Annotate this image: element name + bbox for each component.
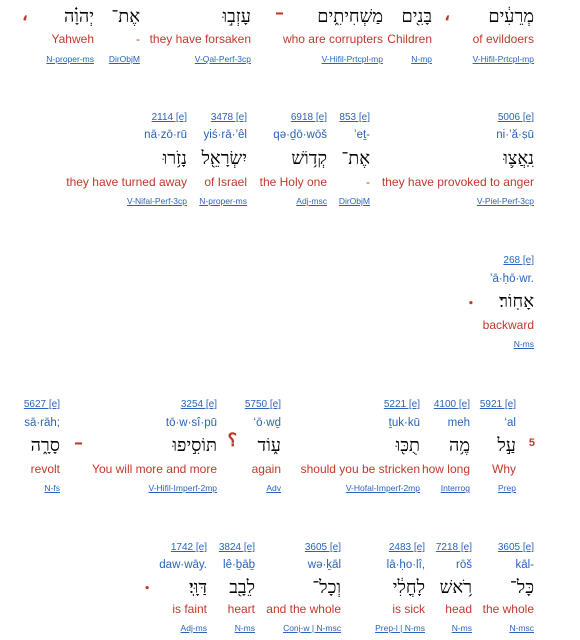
- punctuation-mark: .: [467, 288, 474, 309]
- verse-number[interactable]: 5: [528, 437, 535, 449]
- hebrew-word[interactable]: דַּוָּֽי׃: [189, 577, 207, 598]
- interlinear-row-5: [0, 540, 580, 640]
- hebrew-word[interactable]: אָחֽוֹר׃: [499, 291, 534, 312]
- hebrew-word[interactable]: ע֑וֹד: [257, 435, 281, 456]
- hebrew-word[interactable]: מַשְׁחִיתִ֑ים: [317, 6, 383, 27]
- hebrew-word[interactable]: לָחֳלִ֔י: [392, 577, 425, 598]
- punctuation-mark: .: [144, 573, 151, 594]
- transliteration: ni·’ă·ṣū: [496, 129, 534, 141]
- english-gloss: again: [251, 462, 281, 476]
- morphology-tag[interactable]: N-proper-ms: [46, 54, 94, 64]
- morphology-tag[interactable]: N-ms: [451, 623, 472, 633]
- strongs-number[interactable]: 853 [e]: [339, 112, 370, 123]
- morphology-tag[interactable]: V-Hifil-Prtcpl-mp: [472, 54, 534, 64]
- english-gloss: of Israel: [204, 175, 247, 189]
- english-gloss: the Holy one: [259, 175, 327, 189]
- english-gloss: is faint: [172, 602, 207, 616]
- strongs-number[interactable]: 1742 [e]: [170, 542, 207, 553]
- hebrew-word[interactable]: עַ֣ל: [497, 435, 516, 456]
- english-gloss: of evildoers: [472, 32, 534, 46]
- strongs-number[interactable]: 2114 [e]: [151, 112, 187, 123]
- strongs-number[interactable]: 3824 [e]: [218, 542, 255, 553]
- english-gloss: Yahweh: [51, 32, 94, 46]
- hebrew-word[interactable]: תֻכּ֖וּ: [395, 435, 420, 456]
- morphology-tag[interactable]: DirObjM: [338, 196, 370, 206]
- english-gloss: revolt: [30, 462, 60, 476]
- morphology-tag[interactable]: Adj-ms: [180, 623, 207, 633]
- hebrew-word[interactable]: מֶ֥ה: [448, 435, 470, 456]
- punctuation-mark: –: [74, 432, 83, 453]
- transliteration: kāl-: [515, 559, 534, 571]
- transliteration: ‘ō·wḏ: [253, 417, 281, 429]
- morphology-tag[interactable]: N-msc: [509, 623, 534, 633]
- english-gloss: You will more and more: [92, 462, 217, 476]
- hebrew-word[interactable]: נִֽאֲצ֛וּ: [503, 148, 534, 169]
- hebrew-word[interactable]: וְכָל־: [312, 577, 341, 598]
- morphology-tag[interactable]: Interrog: [440, 483, 470, 493]
- english-gloss: and the whole: [266, 602, 341, 616]
- hebrew-word[interactable]: רֹ֥אשׁ: [439, 577, 472, 598]
- strongs-number[interactable]: 268 [e]: [503, 255, 534, 266]
- english-gloss: -: [366, 175, 370, 189]
- strongs-number[interactable]: 3478 [e]: [210, 112, 247, 123]
- hebrew-word[interactable]: אֶת־: [111, 6, 140, 27]
- transliteration: ’ā·ḥō·wr.: [489, 273, 534, 285]
- morphology-tag[interactable]: DirObjM: [108, 54, 140, 64]
- hebrew-word[interactable]: נָזֹ֥רוּ: [162, 148, 187, 169]
- morphology-tag[interactable]: N-fs: [44, 483, 60, 493]
- transliteration: lā·ḥo·lî,: [386, 559, 425, 571]
- hebrew-word[interactable]: לֵבָ֖ב: [229, 577, 255, 598]
- morphology-tag[interactable]: N-ms: [513, 339, 534, 349]
- strongs-number[interactable]: 7218 [e]: [435, 542, 472, 553]
- hebrew-word[interactable]: סָרָ֑ה: [30, 435, 60, 456]
- morphology-tag[interactable]: Prep: [498, 483, 516, 493]
- morphology-tag[interactable]: V-Hifil-Imperf-2mp: [148, 483, 217, 493]
- transliteration: rōš: [456, 559, 472, 571]
- english-gloss: is sick: [392, 602, 425, 616]
- interlinear-row-3: [0, 253, 580, 353]
- strongs-number[interactable]: 2483 [e]: [388, 542, 425, 553]
- morphology-tag[interactable]: V-Piel-Perf-3cp: [476, 196, 534, 206]
- morphology-tag[interactable]: V-Hofal-Imperf-2mp: [345, 483, 420, 493]
- transliteration: lê·ḇāḇ: [223, 559, 255, 571]
- strongs-number[interactable]: 5921 [e]: [479, 399, 516, 410]
- transliteration: daw·wāy.: [159, 559, 207, 571]
- transliteration: tō·w·sî·pū: [165, 417, 217, 429]
- strongs-number[interactable]: 5221 [e]: [383, 399, 420, 410]
- english-gloss: backward: [482, 318, 534, 332]
- hebrew-word[interactable]: בָּנִ֖ים: [401, 6, 432, 27]
- english-gloss: head: [445, 602, 472, 616]
- punctuation-mark: ؟: [227, 430, 237, 451]
- interlinear-row-1: [0, 0, 580, 75]
- hebrew-word[interactable]: יְהוָ֗ה: [63, 6, 94, 27]
- strongs-number[interactable]: 5006 [e]: [497, 112, 534, 123]
- morphology-tag[interactable]: N-ms: [234, 623, 255, 633]
- morphology-tag[interactable]: V-Nifal-Perf-3cp: [127, 196, 187, 206]
- transliteration: ‘al: [504, 417, 516, 429]
- english-gloss: -: [136, 32, 140, 46]
- morphology-tag[interactable]: N-proper-ms: [199, 196, 247, 206]
- punctuation-mark: ،: [22, 4, 28, 25]
- strongs-number[interactable]: 5627 [e]: [23, 399, 60, 410]
- morphology-tag[interactable]: Adj-msc: [296, 196, 327, 206]
- interlinear-row-4: [0, 397, 580, 497]
- hebrew-word[interactable]: מְרֵעִ֔ים: [488, 6, 534, 27]
- morphology-tag[interactable]: Conj-w | N-msc: [283, 623, 341, 633]
- hebrew-word[interactable]: קְד֥וֹשׁ: [291, 148, 327, 169]
- english-gloss: Why: [492, 462, 516, 476]
- english-gloss: they have turned away: [66, 175, 187, 189]
- morphology-tag[interactable]: V-Qal-Perf-3cp: [194, 54, 251, 64]
- strongs-number[interactable]: 3605 [e]: [497, 542, 534, 553]
- strongs-number[interactable]: 6918 [e]: [290, 112, 327, 123]
- english-gloss: heart: [227, 602, 255, 616]
- transliteration: sā·rāh;: [24, 417, 60, 429]
- strongs-number[interactable]: 5750 [e]: [244, 399, 281, 410]
- strongs-number[interactable]: 3605 [e]: [304, 542, 341, 553]
- english-gloss: Children: [387, 32, 432, 46]
- punctuation-mark: ،: [444, 4, 450, 25]
- english-gloss: who are corrupters: [282, 32, 383, 46]
- hebrew-word[interactable]: תּוֹסִ֣יפוּ: [172, 435, 217, 456]
- morphology-tag[interactable]: V-Hifil-Prtcpl-mp: [321, 54, 383, 64]
- morphology-tag[interactable]: N-mp: [411, 54, 432, 64]
- transliteration: yiś·rā·’êl: [203, 129, 247, 141]
- english-gloss: they have provoked to anger: [381, 175, 534, 189]
- hebrew-word[interactable]: עָזְב֣וּ: [222, 6, 251, 27]
- hebrew-word[interactable]: כָּל־: [509, 577, 534, 598]
- transliteration: qə·ḏō·wōš: [273, 129, 327, 141]
- transliteration: meh: [447, 417, 470, 429]
- transliteration: ’eṯ-: [354, 129, 370, 141]
- morphology-tag[interactable]: Adv: [266, 483, 281, 493]
- english-gloss: they have forsaken: [149, 32, 251, 46]
- transliteration: wə·ḵāl: [307, 559, 341, 571]
- interlinear-row-2: [0, 110, 580, 210]
- english-gloss: the whole: [482, 602, 534, 616]
- hebrew-word[interactable]: אֶת־: [341, 148, 370, 169]
- english-gloss: should you be stricken: [300, 462, 420, 476]
- strongs-number[interactable]: 3254 [e]: [180, 399, 217, 410]
- transliteration: ṯuk·kū: [388, 417, 420, 429]
- morphology-tag[interactable]: Prep-l | N-ms: [375, 623, 425, 633]
- transliteration: nā·zō·rū: [144, 129, 187, 141]
- hebrew-word[interactable]: יִשְׂרָאֵ֖ל: [201, 148, 247, 169]
- english-gloss: how long: [421, 462, 470, 476]
- punctuation-mark: –: [275, 2, 284, 23]
- strongs-number[interactable]: 4100 [e]: [433, 399, 470, 410]
